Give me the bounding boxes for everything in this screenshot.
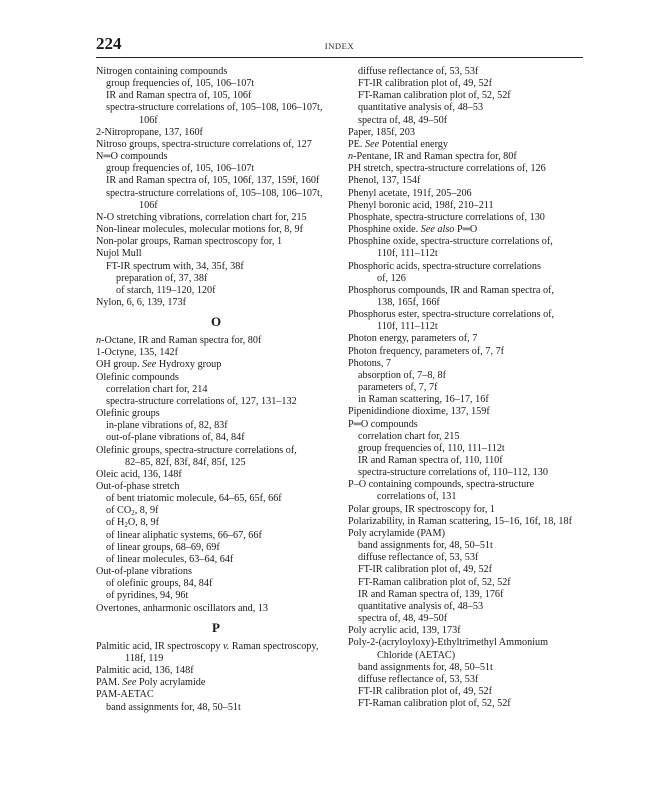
entry-text: band assignments for, 48, 50–51t [358,661,493,673]
entry-text: group frequencies of, 105, 106–107t [106,78,255,90]
index-subentry [96,420,336,432]
index-subentry [96,90,336,102]
entry-text: Out-of-phase stretch [96,481,180,492]
index-subentry [348,698,588,710]
index-entry [348,139,588,151]
index-subentry [348,394,588,406]
entry-text: Photon energy, parameters of, 7 [348,333,478,345]
entry-text: 138, 165f, 166f [377,296,440,308]
index-entry [96,641,336,653]
entry-text: FT-IR calibration plot of, 49, 52f [358,564,493,576]
section-letter: P [212,619,220,635]
see-reference: See [364,138,380,150]
index-entry [348,151,588,163]
see-target: Poly acrylamide [138,677,206,689]
entry-text: FT-IR calibration plot of, 49, 52f [358,685,493,697]
index-entry [96,603,336,615]
entry-text: correlation chart for, 215 [358,430,460,442]
entry-subscript: 2 [124,521,128,530]
entry-text: of CO [106,505,132,517]
header-rule [96,57,583,58]
entry-text: parameters of, 7, 7f [358,382,438,394]
entry-text: 110f, 111–112t [377,321,438,333]
entry-text: correlation chart for, 214 [106,383,208,395]
see-target: Hydroxy group [158,359,222,371]
entry-text: 110f, 111–112t [377,248,438,260]
index-entry [96,372,336,384]
entry-text: Poly acrylamide (PAM) [348,527,445,539]
entry-text: group frequencies of, 110, 111–112t [358,442,505,454]
entry-text: Nitrogen containing compounds [96,66,228,77]
entry-text: of pyridines, 94, 96t [106,590,189,602]
index-entry [96,224,336,236]
index-subentry [96,175,336,187]
entry-text: PAM. [96,677,120,689]
entry-text: 118f, 119 [125,652,164,664]
entry-text: of H [106,517,125,529]
entry-text: Nitroso groups, spectra-structure correlations of, 127 [96,138,312,150]
index-entry [96,335,336,347]
index-subentry [96,163,336,175]
entry-text: Polarizability, in Raman scattering, 15–16, 16f, 18, 18f [348,515,572,527]
entry-text: 1-Octyne, 135, 142f [96,347,179,359]
index-subentry [96,554,336,566]
page-number: 224 [96,34,122,53]
index-subentry [348,431,588,443]
index-subentry [96,200,336,212]
entry-text: in Raman scattering, 16–17, 16f [358,394,489,406]
index-subentry [96,384,336,396]
index-subentry [348,674,588,686]
entry-text: spectra of, 48, 49–50f [358,613,448,625]
index-subentry [348,248,588,260]
entry-text: Phosphine oxide. [348,224,419,236]
index-subentry [96,273,336,285]
index-entry [348,200,588,212]
index-subentry [348,564,588,576]
entry-text: P–O containing compounds, spectra-structure [348,479,535,491]
index-subentry [348,297,588,309]
index-subentry [96,505,336,517]
entry-text: preparation of, 37, 38f [116,272,208,284]
entry-text: Polar groups, IR spectroscopy for, 1 [348,503,496,515]
entry-text: FT-Raman calibration plot of, 52, 52f [358,90,511,102]
index-subentry [348,90,588,102]
entry-text: diffuse reflectance of, 53, 53f [358,66,479,77]
index-entry [348,516,588,528]
entry-text: -Octane, IR and Raman spectra for, 80f [101,335,262,347]
index-entry [348,188,588,200]
entry-text: P═O compounds [348,418,418,430]
index-subentry [96,457,336,469]
entry-text: IR and Raman spectra of, 105, 106f [106,90,252,102]
index-entry [348,127,588,139]
entry-text: Olefinic compounds [96,371,179,383]
index-subentry [96,653,336,665]
entry-text: Nujol Mull [96,248,142,260]
index-subentry [348,321,588,333]
entry-text: FT-Raman calibration plot of, 52, 52f [358,698,511,710]
index-subentry [348,491,588,503]
index-subentry [348,443,588,455]
index-entry [348,528,588,540]
entry-text: out-of-plane vibrations of, 84, 84f [106,432,245,444]
index-entry [348,637,588,649]
index-subentry [96,432,336,444]
entry-text: of linear aliphatic systems, 66–67, 66f [106,529,262,541]
index-entry [348,479,588,491]
index-entry [348,504,588,516]
index-entry [348,224,588,236]
index-entry [96,248,336,260]
entry-text: PE. [348,138,363,150]
index-subentry [96,493,336,505]
index-subentry [96,542,336,554]
index-subentry [96,261,336,273]
entry-text: Overtones, anharmonic oscillators and, 13 [96,602,269,614]
entry-text: Phosphoric acids, spectra-structure correlations [348,260,541,272]
entry-text: Non-polar groups, Raman spectroscopy for, 1 [96,236,283,248]
index-subentry [348,650,588,662]
index-subentry [348,552,588,564]
entry-text: of, 126 [377,272,406,284]
entry-text: of olefinic groups, 84, 84f [106,578,213,590]
index-entry [348,261,588,273]
index-subentry [96,115,336,127]
entry-text: spectra-structure correlations of, 127, 131–132 [106,395,297,407]
index-entry [96,66,336,78]
entry-text: FT-IR spectrum with, 34, 35f, 38f [106,260,244,272]
index-subentry [348,589,588,601]
index-entry [96,677,336,689]
index-entry [96,297,336,309]
entry-text: quantitative analysis of, 48–53 [358,600,484,612]
entry-text: diffuse reflectance of, 53, 53f [358,552,479,564]
see-reference: See [142,359,157,371]
entry-text: Nylon, 6, 6, 139, 173f [96,296,186,308]
entry-text: diffuse reflectance of, 53, 53f [358,673,479,685]
index-subentry [348,66,588,78]
index-entry [348,333,588,345]
index-subentry [96,517,336,529]
index-entry [96,359,336,371]
entry-text: Palmitic acid, IR spectroscopy [96,640,224,652]
index-entry [96,566,336,578]
entry-text: Poly-2-(acryloyloxy)-Ethyltrimethyl Ammonium [348,637,549,649]
entry-text: IR and Raman spectra of, 105, 106f, 137, 159f, 160f [106,175,320,187]
entry-text: Phenyl acetate, 191f, 205–206 [348,187,472,199]
entry-text: N-O stretching vibrations, correlation chart for, 215 [96,211,307,223]
index-entry [348,358,588,370]
index-entry [96,689,336,701]
entry-text: of starch, 119–120, 120f [116,284,216,296]
entry-text: 82–85, 82f, 83f, 84f, 85f, 125 [125,456,246,468]
index-subentry [96,590,336,602]
entry-text: Poly acrylic acid, 139, 173f [348,625,461,637]
entry-text: 2-Nitropropane, 137, 160f [96,126,203,138]
index-subentry [348,370,588,382]
index-column-right [348,66,588,710]
entry-text: Phenol, 137, 154f [348,175,421,187]
entry-text: OH group. [96,359,140,371]
entry-text: absorption of, 7–8, 8f [358,369,446,381]
entry-text: IR and Raman spectra of, 139, 176f [358,588,504,600]
entry-text: PAM-AETAC [96,689,154,701]
index-subentry [96,188,336,200]
page-header [96,34,583,56]
entry-text: Palmitic acid, 136, 148f [96,665,194,677]
index-entry [348,163,588,175]
entry-text: of linear groups, 68–69, 69f [106,541,220,553]
entry-text: correlations of, 131 [377,491,457,503]
see-reference: See also [420,224,455,236]
index-entry [96,469,336,481]
index-subentry [348,467,588,479]
entry-text: quantitative analysis of, 48–53 [358,102,484,114]
index-entry [348,419,588,431]
entry-text: Phosphorus ester, spectra-structure correlations of, [348,309,555,321]
running-head: INDEX [324,41,355,51]
entry-text: Non-linear molecules, molecular motions for, 8, 9f [96,224,303,236]
index-entry [96,236,336,248]
entry-text: group frequencies of, 105, 106–107t [106,163,255,175]
index-subentry [96,702,336,714]
entry-text: Out-of-plane vibrations [96,566,192,578]
index-entry [348,625,588,637]
index-subentry [348,115,588,127]
entry-text: Phosphorus compounds, IR and Raman spectra of, [348,284,554,296]
index-subentry [348,613,588,625]
entry-text: Chloride (AETAC) [377,649,456,661]
index-subentry [348,686,588,698]
index-subentry [96,530,336,542]
entry-text: of bent triatomic molecule, 64–65, 65f, 66f [106,493,282,505]
index-entry [96,127,336,139]
entry-text: -Pentane, IR and Raman spectra for, 80f [353,151,517,163]
index-entry [348,406,588,418]
entry-text: Phosphine oxide, spectra-structure correlations of, [348,236,553,248]
entry-text: Photon frequency, parameters of, 7, 7f [348,345,505,357]
index-entry [348,285,588,297]
entry-text-after: Raman spectroscopy, [229,640,319,652]
entry-text: Pipenidindione dioxime, 137, 159f [348,406,490,418]
index-subentry [348,455,588,467]
index-subentry [96,396,336,408]
see-reference: See [122,677,137,689]
entry-text: Photons, 7 [348,357,392,369]
index-entry [96,665,336,677]
index-subentry [348,382,588,394]
entry-text: FT-IR calibration plot of, 49, 52f [358,78,493,90]
index-subentry [96,578,336,590]
entry-text: band assignments for, 48, 50–51t [106,701,241,713]
entry-text: spectra-structure correlations of, 105–108, 106–107t, [106,102,323,114]
entry-text: Olefinic groups, spectra-structure correlations of, [96,444,297,456]
entry-italic-prefix: n [96,335,102,347]
index-entry [348,309,588,321]
index-entry [348,175,588,187]
entry-italic-prefix: n [348,151,354,163]
entry-text: IR and Raman spectra of, 110, 110f [358,455,503,466]
index-subentry [348,540,588,552]
index-entry [348,236,588,248]
index-entry [96,408,336,420]
entry-text-after: , 8, 9f [134,505,159,517]
index-column-left [96,66,336,714]
entry-text: Olefinic groups [96,408,160,420]
index-subentry [348,273,588,285]
index-entry [96,445,336,457]
entry-text: Paper, 185f, 203 [348,126,415,138]
see-target: P═O [456,224,478,236]
entry-text: band assignments for, 48, 50–51t [358,540,493,552]
index-entry [348,212,588,224]
entry-text: spectra-structure correlations of, 105–108, 106–107t, [106,187,323,199]
entry-text: Phenyl boronic acid, 198f, 210–211 [348,199,494,211]
entry-text: 106f [139,114,158,126]
index-subentry [96,102,336,114]
index-entry [96,151,336,163]
entry-text: Oleic acid, 136, 148f [96,468,182,480]
index-entry [96,139,336,151]
see-target: Potential energy [381,138,448,150]
section-letter: O [210,314,222,330]
entry-text-after: O, 8, 9f [127,517,160,529]
entry-text: N═O compounds [96,151,168,163]
entry-italic: v. [223,640,230,652]
index-entry [96,212,336,224]
entry-text: of linear molecules, 63–64, 64f [106,553,234,565]
entry-text: Phosphate, spectra-structure correlations of, 130 [348,211,545,223]
index-subentry [96,78,336,90]
index-subentry [348,102,588,114]
index-subentry [348,78,588,90]
index-entry [96,481,336,493]
index-subentry [96,285,336,297]
index-entry [96,347,336,359]
entry-text: spectra-structure correlations of, 110–112, 130 [358,467,548,479]
entry-subscript: 2 [131,509,135,518]
index-subentry [348,662,588,674]
entry-text: spectra of, 48, 49–50f [358,114,448,126]
entry-text: 106f [139,199,158,211]
index-subentry [348,577,588,589]
entry-text: PH stretch, spectra-structure correlations of, 126 [348,163,546,175]
entry-text: in-plane vibrations of, 82, 83f [106,420,228,432]
index-entry [348,346,588,358]
index-subentry [348,601,588,613]
entry-text: FT-Raman calibration plot of, 52, 52f [358,576,511,588]
